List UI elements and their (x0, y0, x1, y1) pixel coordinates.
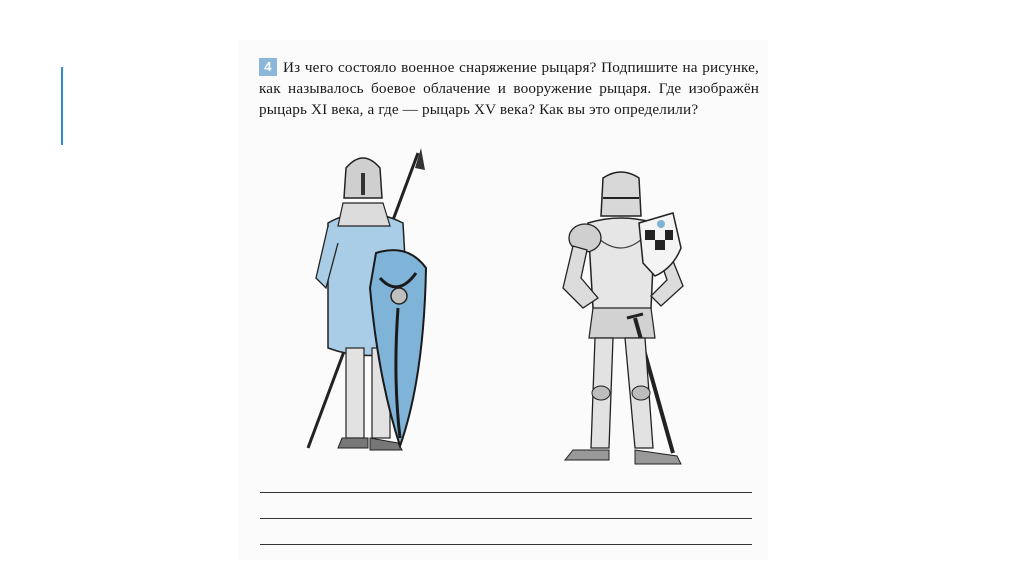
answer-line[interactable] (260, 518, 752, 519)
workbook-page (238, 40, 768, 560)
task-question: Из чего состояло военное снаряжение рыцаря? Подпишите на рисунке, как называлось боевое облачение и вооружение рыцаря. Где изображён рыцарь XI века, а где — рыцарь XV века? Как вы это определили? (259, 59, 759, 118)
knight-11th-century-illustration (298, 148, 448, 468)
answer-line[interactable] (260, 492, 752, 493)
answer-line[interactable] (260, 544, 752, 545)
task-number-badge: 4 (259, 58, 277, 76)
task-text-block (259, 57, 759, 120)
knight-15th-century-illustration (543, 168, 703, 468)
slide-accent-bar (61, 67, 63, 145)
